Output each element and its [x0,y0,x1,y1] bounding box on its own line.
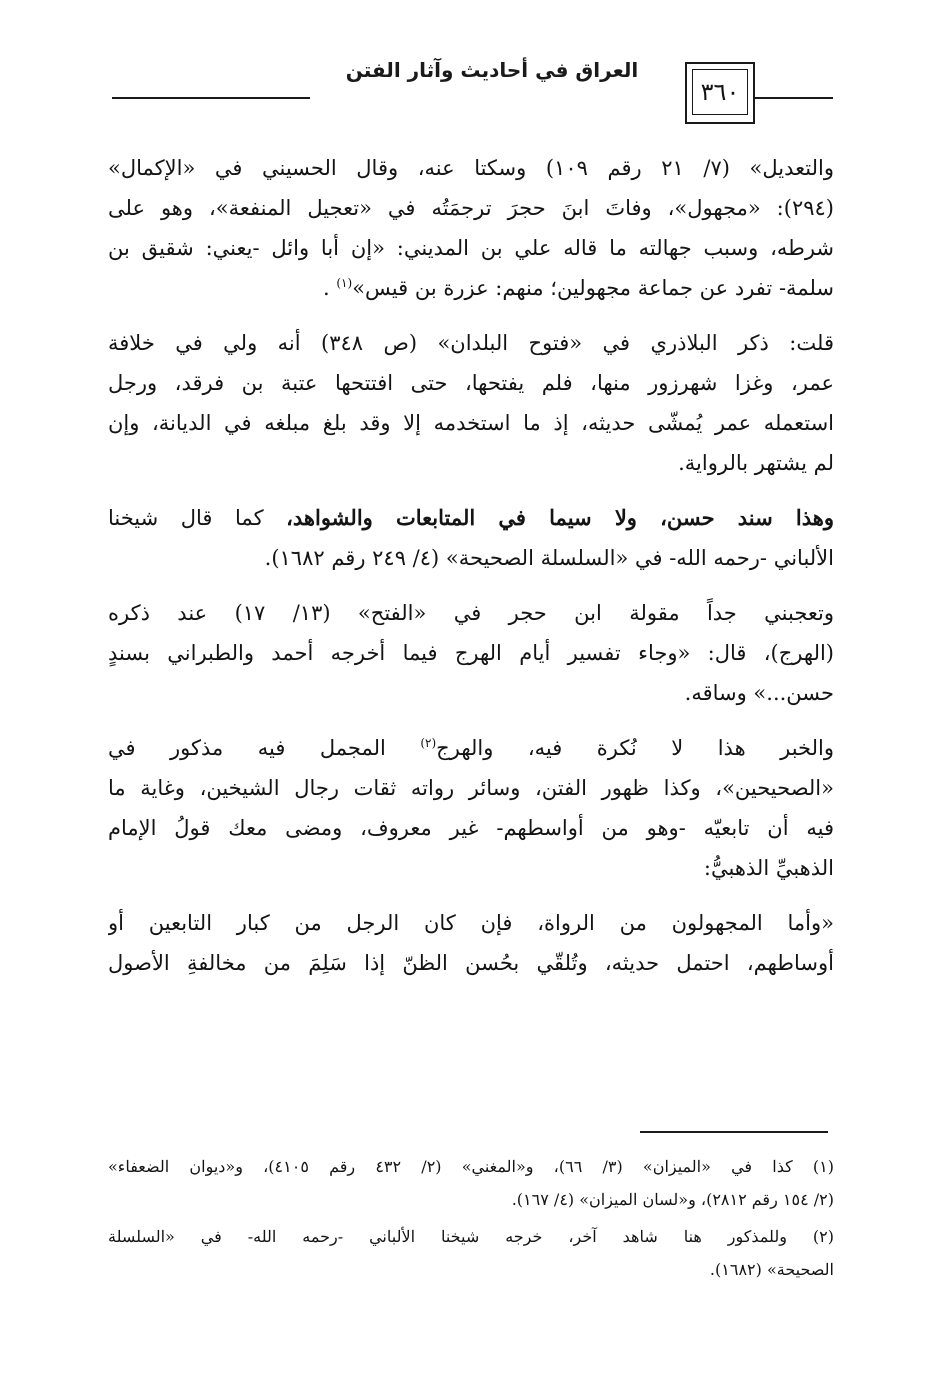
footnote-line: (١) كذا في «الميزان» (٣/ ٦٦)، و«المغني» (٢/ ٤٣٢ رقم ٤١٠٥)، و«ديوان الضعفاء» [108,1157,834,1176]
text-line: الذهبيِّ الذهبيُّ: [703,856,834,880]
footnote-1 [108,1150,834,1216]
footnote-line: (٢/ ١٥٤ رقم ٢٨١٢)، و«لسان الميزان» (٤/ ١٦٧). [511,1190,834,1209]
text-line: أوساطهم، احتمل حديثه، وتُلقّي بحُسن الظنّ إذا سَلِمَ من مخالفةِ الأصول [108,951,834,975]
text-line: (٢٩٤): «مجهول»، وفاتَ ابنَ حجرَ ترجمَتُه في «تعجيل المنفعة»، وهو على [108,196,834,220]
text-line: حسن...» وساقه. [684,681,834,705]
main-text [108,148,834,998]
text-line: فيه أن تابعيّه -وهو من أواسطهم- غير معروف، ومضى معك قولُ الإمام [108,816,834,840]
paragraph-3 [108,498,834,578]
page-number: ٣٦٠ [692,69,748,115]
running-title: العراق في أحاديث وآثار الفتن [345,58,639,82]
text-run: . [322,276,330,300]
text-line: (الهرج)، قال: «وجاء تفسير أيام الهرج فيما أخرجه أحمد والطبراني بسندٍ [108,641,834,665]
header-rule-right [755,97,833,99]
paragraph-5 [108,728,834,888]
text-run: المجمل فيه مذكور في [108,736,421,760]
text-run: والخبر هذا لا نُكرة فيه، والهرج [436,736,834,760]
paragraph-4 [108,593,834,713]
header-rule-left [112,97,310,99]
text-line: قلت: ذكر البلاذري في «فتوح البلدان» (ص ٣٤٨) أنه ولي في خلافة [108,331,834,355]
bold-phrase: وهذا سند حسن، ولا سيما في المتابعات والشواهد، [286,505,834,530]
text-line: «وأما المجهولون من الرواة، فإن كان الرجل من كبار التابعين أو [108,911,834,935]
footnote-2 [108,1220,834,1286]
text-line: لم يشتهر بالرواية. [678,451,834,475]
footnote-line: الصحيحة» (١٦٨٢). [709,1260,834,1279]
footnote-line: (٢) وللمذكور هنا شاهد آخر، خرجه شيخنا الألباني -رحمه الله- في «السلسلة [108,1227,834,1246]
text-line: الألباني -رحمه الله- في «السلسلة الصحيحة» (٤/ ٢٤٩ رقم ١٦٨٢). [264,546,834,570]
text-run: سلمة- تفرد عن جماعة مجهولين؛ منهم: عزرة بن قيس» [352,276,834,300]
text-line: استعمله عمر يُمشّى حديثه، إذ ما استخدمه إلا وقد بلغ مبلغه في الديانة، وإن [108,411,834,435]
footnote-ref-2: (٢) [420,736,437,750]
text-line: عمر، وغزا شهرزور منها، فلم يفتحها، حتى افتتحها عتبة بن فرقد، ورجل [108,371,834,395]
text-line: «الصحيحين»، وكذا ظهور الفتن، وسائر رواته ثقات رجال الشيخين، وغاية ما [108,776,834,800]
footnote-ref-1: (١) [336,276,353,290]
text-line [108,498,834,538]
paragraph-2 [108,323,834,483]
text-line: شرطه، وسبب جهالته ما قاله علي بن المديني: «إن أبا وائل -يعني: شقيق بن [108,236,834,260]
paragraph-1 [108,148,834,308]
text-run: كما قال شيخنا [108,506,287,530]
paragraph-6 [108,903,834,983]
text-line [108,268,834,308]
footnote-separator [640,1131,828,1133]
footnotes [108,1150,834,1290]
text-line: وتعجبني جداً مقولة ابن حجر في «الفتح» (١٣/ ١٧) عند ذكره [108,601,834,625]
text-line: والتعديل» (٧/ ٢١ رقم ١٠٩) وسكتا عنه، وقال الحسيني في «الإكمال» [108,156,834,180]
text-line [108,728,834,768]
